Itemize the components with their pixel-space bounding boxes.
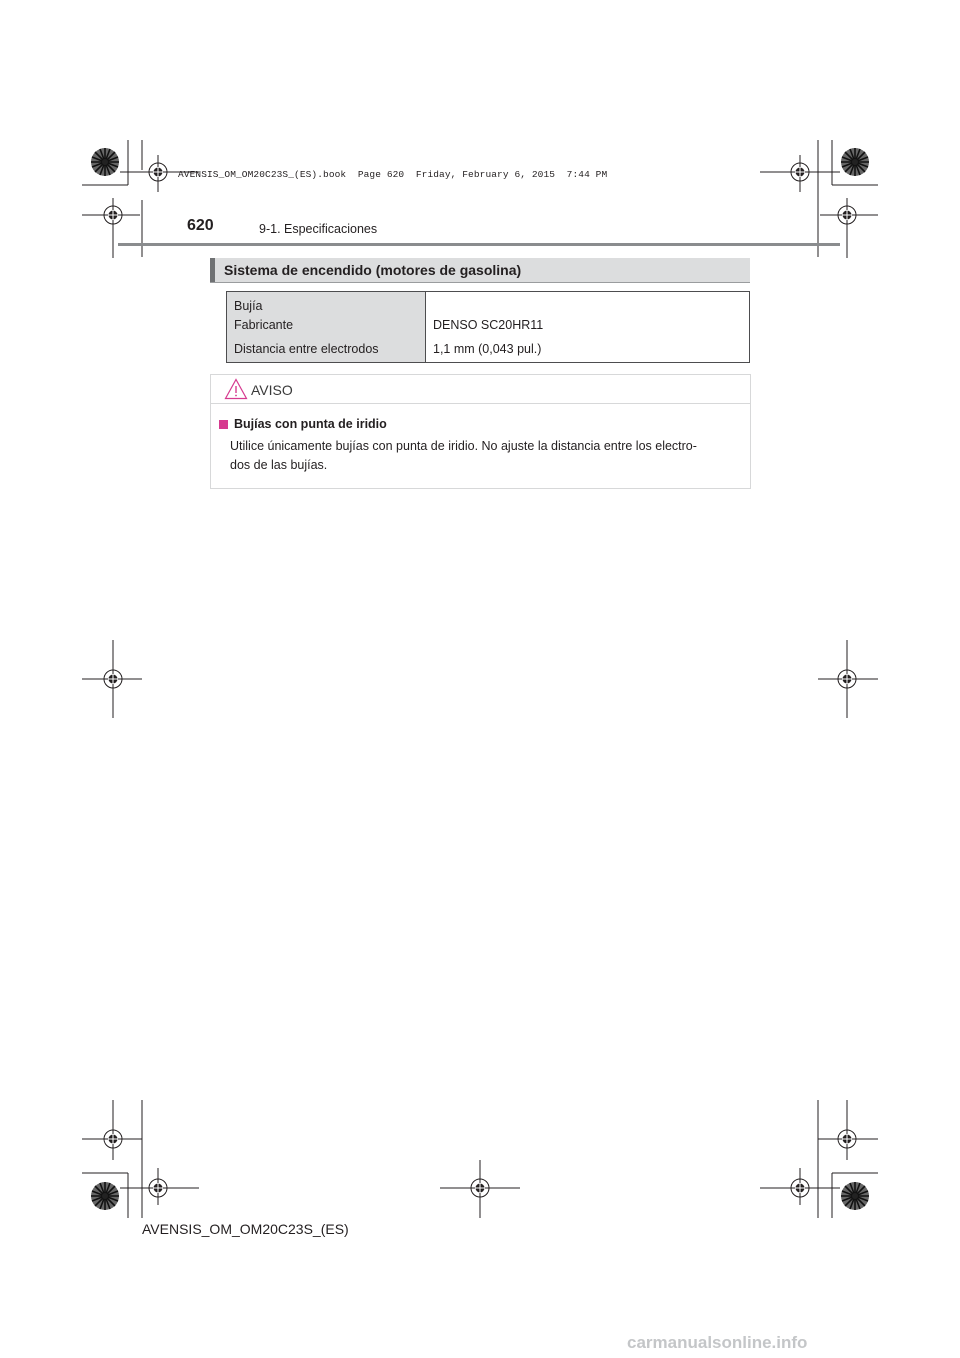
spec-table [226, 291, 750, 363]
section-title-bar [210, 258, 750, 282]
header-rule [118, 243, 840, 246]
warning-box [210, 374, 751, 489]
warning-text-line: Utilice únicamente bujías con punta de iridio. No ajuste la distancia entre los electro- [230, 439, 697, 453]
section-header: 9-1. Especificaciones [259, 222, 378, 236]
spec-label: Distancia entre electrodos [227, 333, 426, 363]
book-info-line: AVENSIS_OM_OM20C23S_(ES).book Page 620 Friday, February 6, 2015 7:44 PM [178, 169, 608, 180]
table-row [227, 292, 750, 318]
page-number: 620 [187, 217, 214, 234]
warning-text [230, 437, 744, 474]
warning-heading: AVISO [251, 382, 293, 398]
spec-value: 1,1 mm (0,043 pul.) [433, 342, 542, 356]
spec-group-label: Bujía [227, 292, 426, 318]
spec-label: Fabricante [227, 318, 426, 333]
warning-subheading: Bujías con punta de iridio [234, 417, 387, 431]
footer-code: AVENSIS_OM_OM20C23S_(ES) [142, 1221, 349, 1237]
table-row [227, 318, 750, 333]
table-row [227, 333, 750, 363]
warning-triangle-icon [224, 378, 248, 400]
section-title: Sistema de encendido (motores de gasolina) [224, 262, 522, 278]
watermark: carmanualsonline.info [627, 1333, 808, 1352]
title-accent [210, 258, 215, 282]
square-bullet-icon [219, 420, 228, 429]
spec-group-value [426, 292, 750, 318]
warning-text-line: dos de las bujías. [230, 457, 328, 472]
warning-header [211, 375, 750, 404]
spec-value: DENSO SC20HR11 [433, 317, 544, 332]
title-underline [210, 282, 750, 283]
